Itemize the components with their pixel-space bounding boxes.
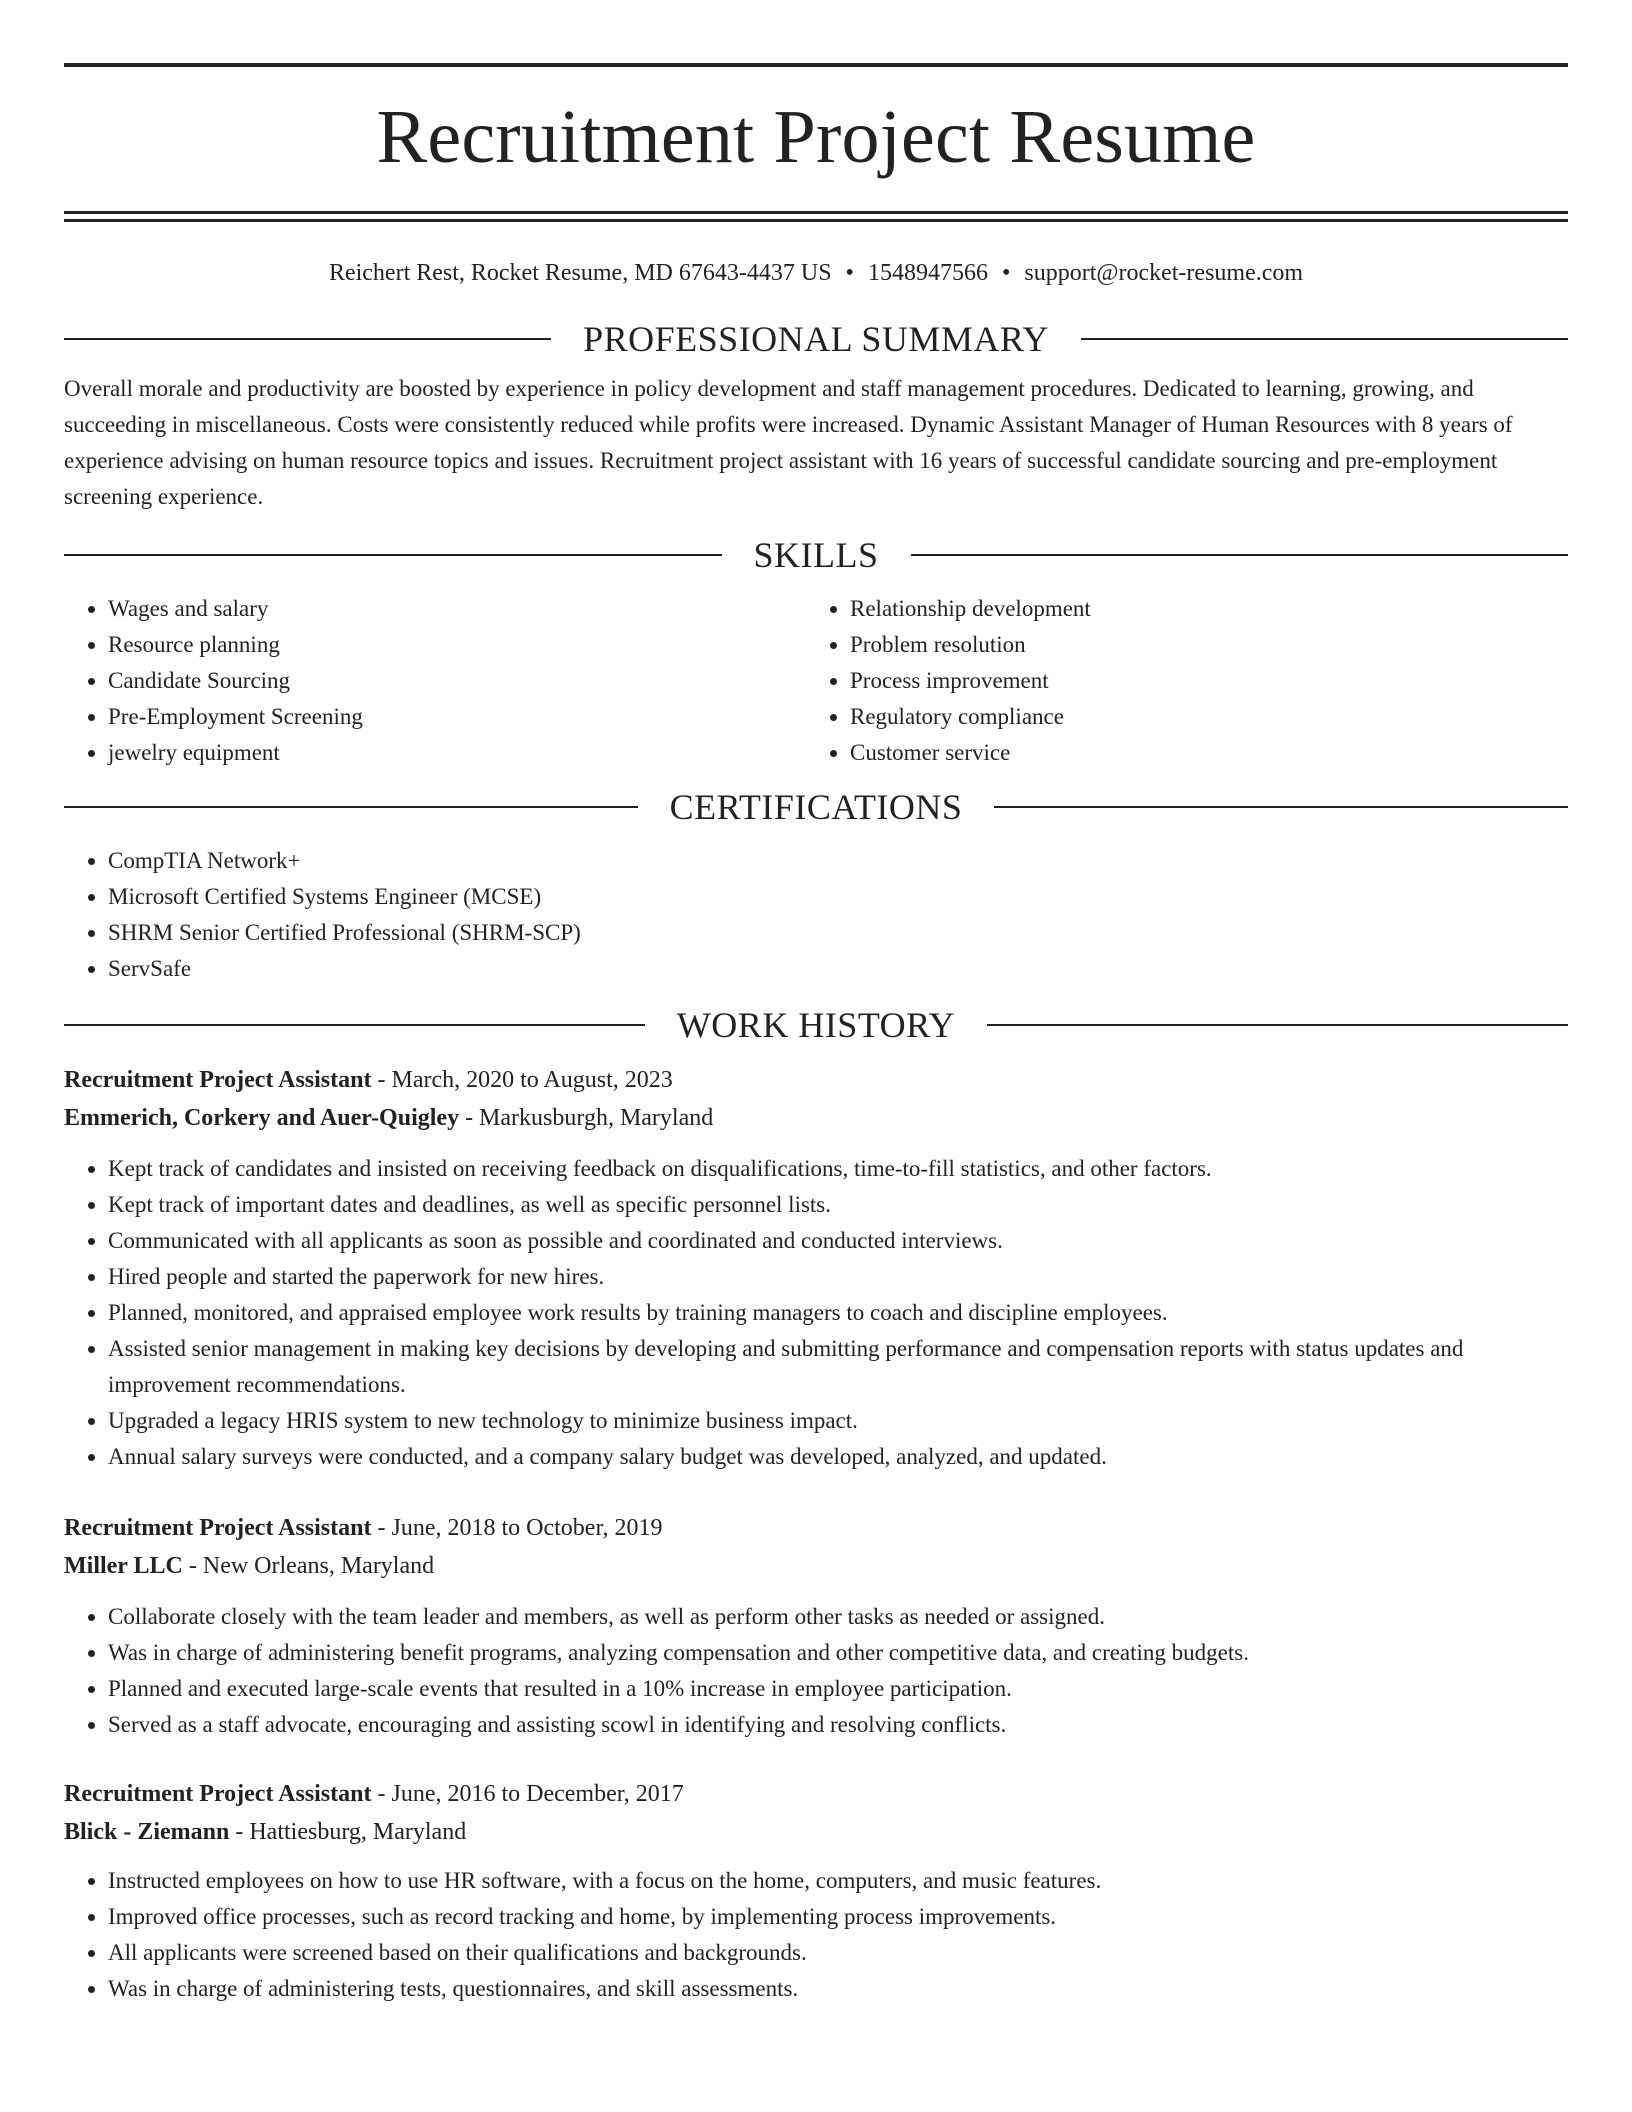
section-rule-left [64, 806, 638, 808]
certifications-list [64, 843, 1568, 987]
skill-item: • Process improvement [850, 663, 1548, 699]
job-bullet: • Instructed employees on how to use HR software, with a focus on the home, computers, and music features. [108, 1863, 1568, 1899]
skills-column-right [806, 591, 1548, 771]
skill-item: • Problem resolution [850, 627, 1548, 663]
certifications-section-header [64, 785, 1568, 829]
job-bullets [64, 1863, 1568, 2007]
skill-item: • jewelry equipment [108, 735, 806, 771]
job-location: - Markusburgh, Maryland [459, 1105, 714, 1131]
job-bullet: • Annual salary surveys were conducted, and a company salary budget was developed, analyzed, and updated. [108, 1439, 1568, 1475]
section-rule-right [994, 806, 1568, 808]
job-company: Blick - Ziemann [64, 1819, 230, 1845]
job-location: - New Orleans, Maryland [182, 1553, 435, 1579]
job-location: - Hattiesburg, Maryland [229, 1819, 467, 1845]
job-title: Recruitment Project Assistant [64, 1067, 372, 1093]
skills-columns [64, 591, 1568, 771]
skills-list-left [64, 591, 806, 771]
certifications-heading: CERTIFICATIONS [669, 787, 963, 827]
skills-heading: SKILLS [753, 535, 879, 575]
job-entry [64, 1775, 1568, 2007]
job-company-line [64, 1547, 1568, 1585]
job-bullet: • Collaborate closely with the team leader and members, as well as perform other tasks as needed or assigned. [108, 1599, 1568, 1635]
job-dates: - June, 2018 to October, 2019 [371, 1515, 663, 1541]
job-bullet: • Was in charge of administering benefit programs, analyzing compensation and other competitive data, and creating budgets. [108, 1635, 1568, 1671]
job-bullet: • Improved office processes, such as record tracking and home, by implementing process improvements. [108, 1899, 1568, 1935]
job-entry [64, 1509, 1568, 1743]
resume-page [64, 0, 1568, 2007]
job-bullet: • Served as a staff advocate, encouraging and assisting scowl in identifying and resolving conflicts. [108, 1707, 1568, 1743]
job-bullets [64, 1151, 1568, 1475]
section-rule-right [987, 1024, 1568, 1026]
section-rule-left [64, 1024, 645, 1026]
skills-column-left [64, 591, 806, 771]
job-bullet: • All applicants were screened based on their qualifications and backgrounds. [108, 1935, 1568, 1971]
top-rule [64, 63, 1568, 67]
job-bullet: • Planned, monitored, and appraised employee work results by training managers to coach and discipline employees. [108, 1295, 1568, 1331]
job-title: Recruitment Project Assistant [64, 1781, 372, 1807]
job-bullet: • Kept track of candidates and insisted on receiving feedback on disqualifications, time-to-fill statistics, and other factors. [108, 1151, 1568, 1187]
work-heading: WORK HISTORY [676, 1005, 956, 1045]
contact-separator: • [845, 260, 854, 286]
summary-text: Overall morale and productivity are boosted by experience in policy development and staff management procedures. Dedicated to learning, growing, and succeeding in miscellaneous. Costs were consistently reduced while profits were increased. Dynamic Assistant Manager of Human Resources with 8 years of experience advising on human resource topics and issues. Recruitment project assistant with 16 years of successful candidate sourcing and pre-employment screening experience. [64, 376, 1513, 509]
certification-item: • SHRM Senior Certified Professional (SHRM-SCP) [108, 915, 1568, 951]
job-bullet: • Upgraded a legacy HRIS system to new technology to minimize business impact. [108, 1403, 1568, 1439]
job-bullet: • Planned and executed large-scale events that resulted in a 10% increase in employee participation. [108, 1671, 1568, 1707]
section-rule-left [64, 338, 551, 340]
job-bullet: • Assisted senior management in making key decisions by developing and submitting performance and compensation reports with status updates and improvement recommendations. [108, 1331, 1568, 1403]
skill-item: • Wages and salary [108, 591, 806, 627]
skill-item: • Customer service [850, 735, 1548, 771]
contact-address: Reichert Rest, Rocket Resume, MD 67643-4437 US [328, 260, 832, 286]
job-title: Recruitment Project Assistant [64, 1515, 372, 1541]
job-bullet: • Hired people and started the paperwork for new hires. [108, 1259, 1568, 1295]
certification-item: • CompTIA Network+ [108, 843, 1568, 879]
skill-item: • Relationship development [850, 591, 1548, 627]
work-section-header [64, 1003, 1568, 1047]
job-title-line [64, 1061, 1568, 1099]
certification-item: • ServSafe [108, 951, 1568, 987]
job-title-line [64, 1509, 1568, 1547]
contact-email: support@rocket-resume.com [1024, 260, 1304, 286]
job-entry [64, 1061, 1568, 1475]
contact-phone: 1548947566 [867, 260, 988, 286]
section-rule-right [911, 554, 1569, 556]
job-company-line [64, 1813, 1568, 1851]
skill-item: • Resource planning [108, 627, 806, 663]
job-dates: - March, 2020 to August, 2023 [371, 1067, 673, 1093]
job-company: Miller LLC [64, 1553, 183, 1579]
job-title-line [64, 1775, 1568, 1813]
summary-heading: PROFESSIONAL SUMMARY [583, 319, 1049, 359]
section-rule-left [64, 554, 722, 556]
skill-item: • Pre-Employment Screening [108, 699, 806, 735]
summary-section-header [64, 317, 1568, 361]
title-double-rule [64, 211, 1568, 222]
section-rule-right [1081, 338, 1568, 340]
skill-item: • Regulatory compliance [850, 699, 1548, 735]
job-bullet: • Communicated with all applicants as soon as possible and coordinated and conducted interviews. [108, 1223, 1568, 1259]
job-bullets [64, 1599, 1568, 1743]
skills-list-right [806, 591, 1548, 771]
job-bullet: • Was in charge of administering tests, questionnaires, and skill assessments. [108, 1971, 1568, 2007]
skills-section-header [64, 533, 1568, 577]
certification-item: • Microsoft Certified Systems Engineer (MCSE) [108, 879, 1568, 915]
job-bullet: • Kept track of important dates and deadlines, as well as specific personnel lists. [108, 1187, 1568, 1223]
contact-separator: • [1001, 260, 1011, 286]
contact-line [64, 258, 1568, 288]
resume-title: Recruitment Project Resume [376, 95, 1256, 179]
job-company-line [64, 1099, 1568, 1137]
job-company: Emmerich, Corkery and Auer-Quigley [64, 1105, 460, 1131]
job-dates: - June, 2016 to December, 2017 [371, 1781, 684, 1807]
skill-item: • Candidate Sourcing [108, 663, 806, 699]
